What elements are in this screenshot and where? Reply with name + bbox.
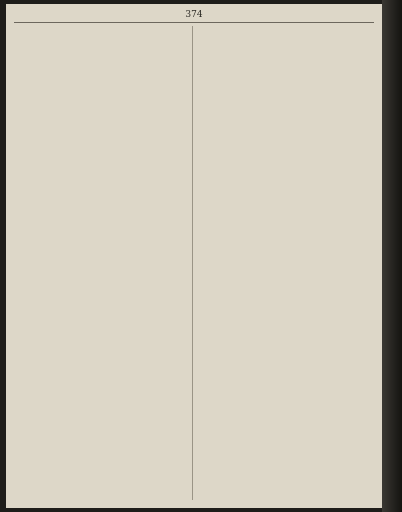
text-column-left — [14, 26, 190, 502]
binding-edge — [382, 0, 402, 512]
book-page — [6, 4, 382, 508]
text-column-right — [198, 26, 374, 502]
running-head — [14, 8, 374, 23]
page-number: 374 — [185, 10, 203, 20]
column-divider — [192, 26, 193, 500]
